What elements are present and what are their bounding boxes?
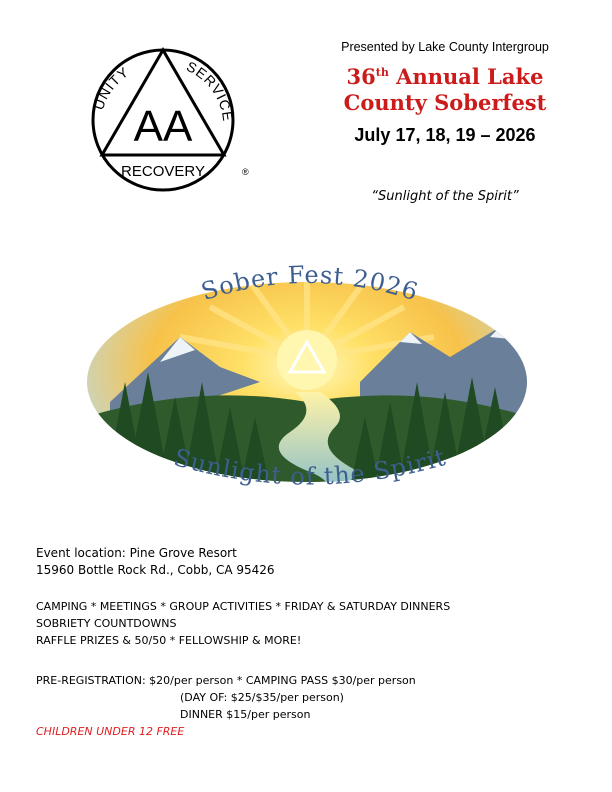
logo-unity-text: UNITY: [90, 63, 132, 112]
event-title: [300, 64, 590, 116]
prereg-line2: (DAY OF: $25/$35/per person): [180, 691, 344, 704]
logo-recovery-text: RECOVERY: [121, 163, 205, 180]
banner-bottom-text: Sunlight of the Spirit: [170, 442, 450, 491]
presented-by: Presented by Lake County Intergroup: [341, 40, 549, 54]
registered-mark: ®: [242, 167, 249, 177]
event-location: [36, 545, 596, 579]
title-line1-rest: Annual Lake: [388, 64, 544, 89]
activities-line2: SOBRIETY COUNTDOWNS: [36, 617, 177, 630]
title-ordinal-number: 36: [346, 64, 376, 89]
location-line1: Event location: Pine Grove Resort: [36, 546, 237, 560]
prereg-line3: DINNER $15/per person: [180, 708, 311, 721]
location-line2: 15960 Bottle Rock Rd., Cobb, CA 95426: [36, 563, 275, 577]
logo-center-text: AA: [133, 102, 193, 151]
children-free-note: CHILDREN UNDER 12 FREE: [36, 725, 185, 738]
activities-line3: RAFFLE PRIZES & 50/50 * FELLOWSHIP & MORE!: [36, 634, 302, 647]
banner-top-text: Sober Fest 2026: [197, 260, 422, 307]
event-activities: [36, 598, 596, 649]
event-dates: July 17, 18, 19 – 2026: [354, 125, 536, 145]
activities-line1: CAMPING * MEETINGS * GROUP ACTIVITIES * FRIDAY & SATURDAY DINNERS: [36, 600, 451, 613]
pre-registration: [36, 672, 596, 740]
soberfest-banner: [70, 232, 544, 532]
logo-service-text: SERVICE: [184, 57, 237, 123]
title-line2: County Soberfest: [343, 90, 547, 115]
title-ordinal-suffix: th: [375, 66, 389, 79]
prereg-line1: PRE-REGISTRATION: $20/per person * CAMPING PASS $30/per person: [36, 674, 416, 687]
aa-logo: [72, 36, 254, 202]
event-motto: “Sunlight of the Spirit”: [371, 189, 519, 204]
